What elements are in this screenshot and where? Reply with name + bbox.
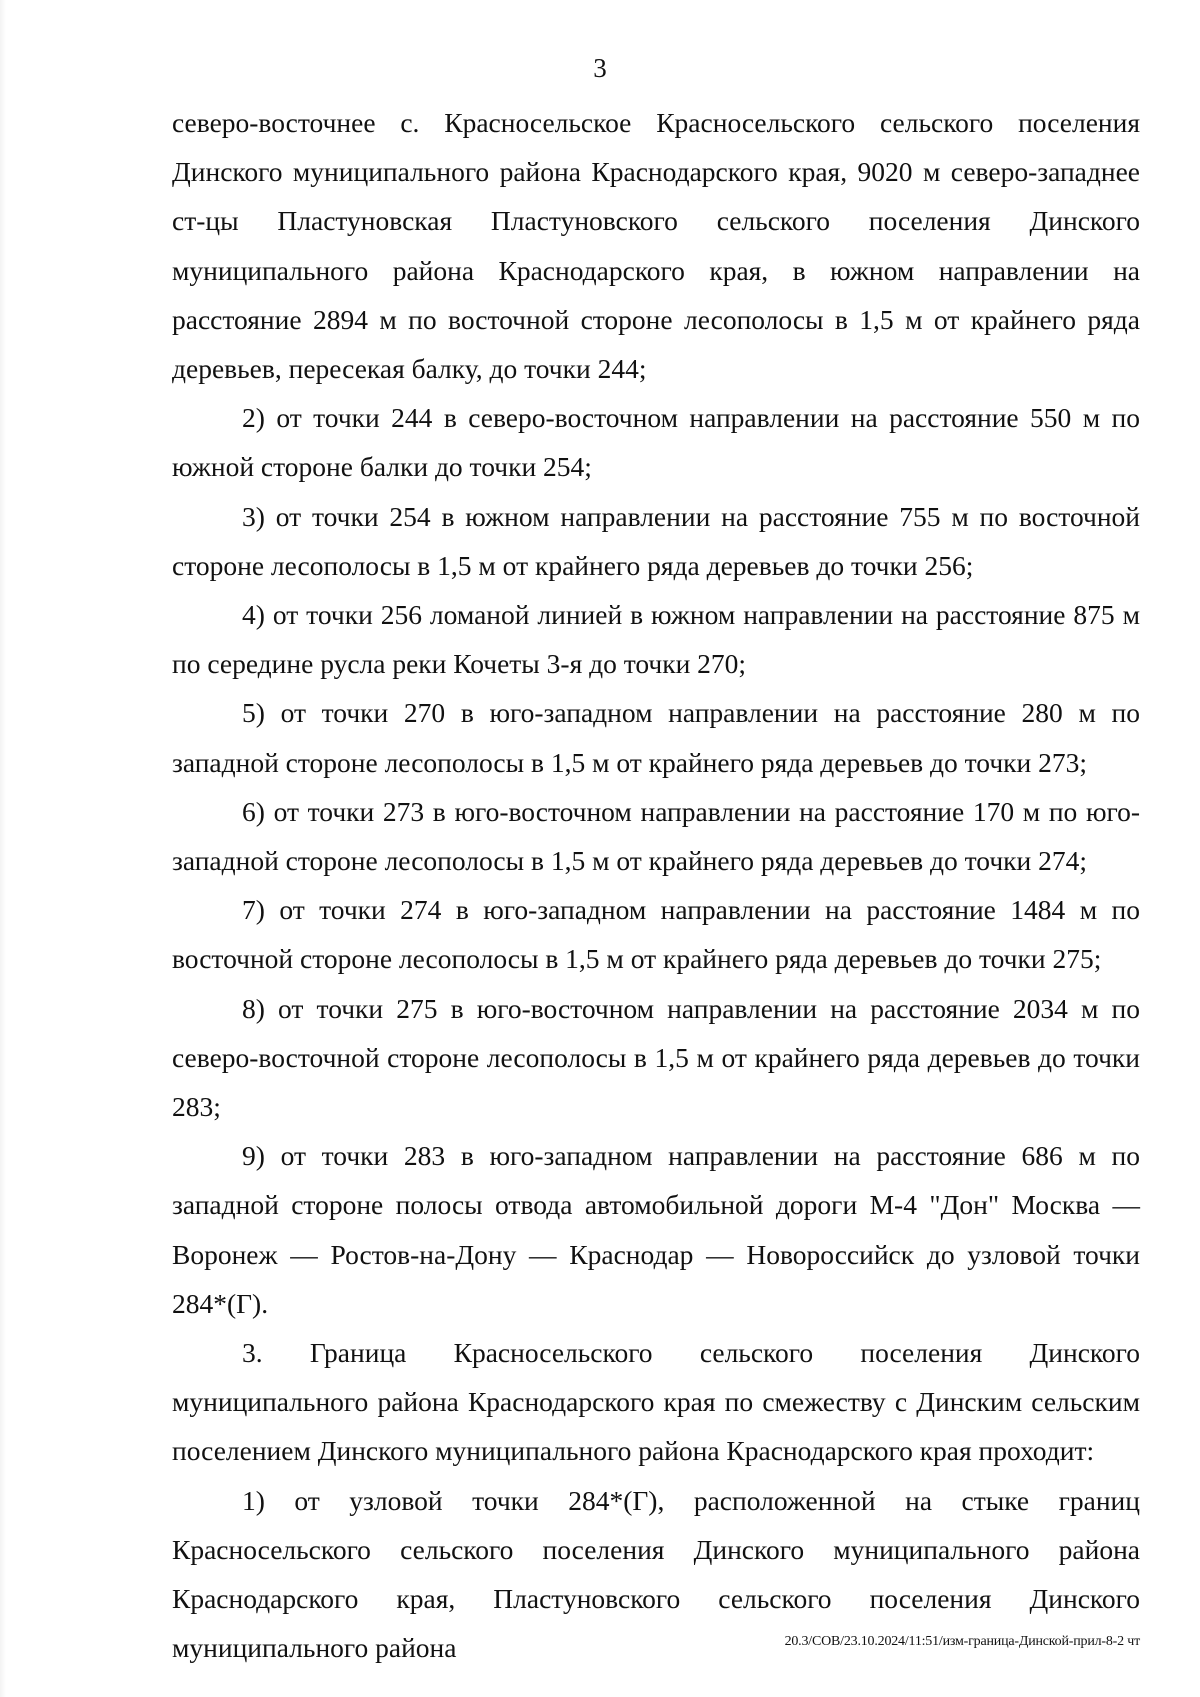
paragraph-continuation: северо-восточнее с. Красносельское Красносельского сельского поселения Динского муниципального района Краснодарского края, 9020 м северо-западнее ст-цы Пластуновская Пластуновского сельского поселения Динского муниципального района Краснодарского края, в южном направлении на расстояние 2894 м по восточной стороне лесополосы в 1,5 м от крайнего ряда деревьев, пересекая балку, до точки 244; [172,107,1140,385]
paragraph-item-8: 8) от точки 275 в юго-восточном направлении на расстояние 2034 м по северо-восточной стороне лесополосы в 1,5 м от крайнего ряда деревьев до точки 283; [172,992,1140,1123]
paragraph-item-9: 9) от точки 283 в юго-западном направлении на расстояние 686 м по западной стороне полосы отвода автомобильной дороги М-4 "Дон" Москва — Воронеж — Ростов-на-Дону — Краснодар — Новороссийск до узловой точки 284*(Г). [172,1140,1140,1319]
scan-edge [0,0,6,1697]
paragraph-section-3: 3. Граница Красносельского сельского поселения Динского муниципального района Краснодарского края по смежеству с Динским сельским поселением Динского муниципального района Краснодарского края проходит: [172,1337,1140,1467]
paragraph-item-6: 6) от точки 273 в юго-восточном направлении на расстояние 170 м по юго-западной стороне лесополосы в 1,5 м от крайнего ряда деревьев до точки 274; [172,795,1140,877]
paragraph-item-4: 4) от точки 256 ломаной линией в южном направлении на расстояние 875 м по середине русла реки Кочеты 3-я до точки 270; [172,599,1140,680]
paragraph-section-3-item-1: 1) от узловой точки 284*(Г), расположенной на стыке границ Красносельского сельского поселения Динского муниципального района Краснодарского края, Пластуновского сельского поселения Динского муниципального района [172,1484,1140,1664]
document-footer-code: 20.3/СОВ/23.10.2024/11:51/изм-граница-Динской-прил-8-2 чт [784,1634,1140,1649]
paragraph-item-3: 3) от точки 254 в южном направлении на расстояние 755 м по восточной стороне лесополосы в 1,5 м от крайнего ряда деревьев до точки 256; [172,500,1140,581]
paragraph-item-5: 5) от точки 270 в юго-западном направлении на расстояние 280 м по западной стороне лесополосы в 1,5 м от крайнего ряда деревьев до точки 273; [172,697,1140,778]
page-number: 3 [593,53,607,83]
paragraph-item-7: 7) от точки 274 в юго-западном направлении на расстояние 1484 м по восточной стороне лесополосы в 1,5 м от крайнего ряда деревьев до точки 275; [172,894,1140,975]
paragraph-item-2: 2) от точки 244 в северо-восточном направлении на расстояние 550 м по южной стороне балки до точки 254; [172,402,1140,483]
document-body [172,98,1140,1673]
